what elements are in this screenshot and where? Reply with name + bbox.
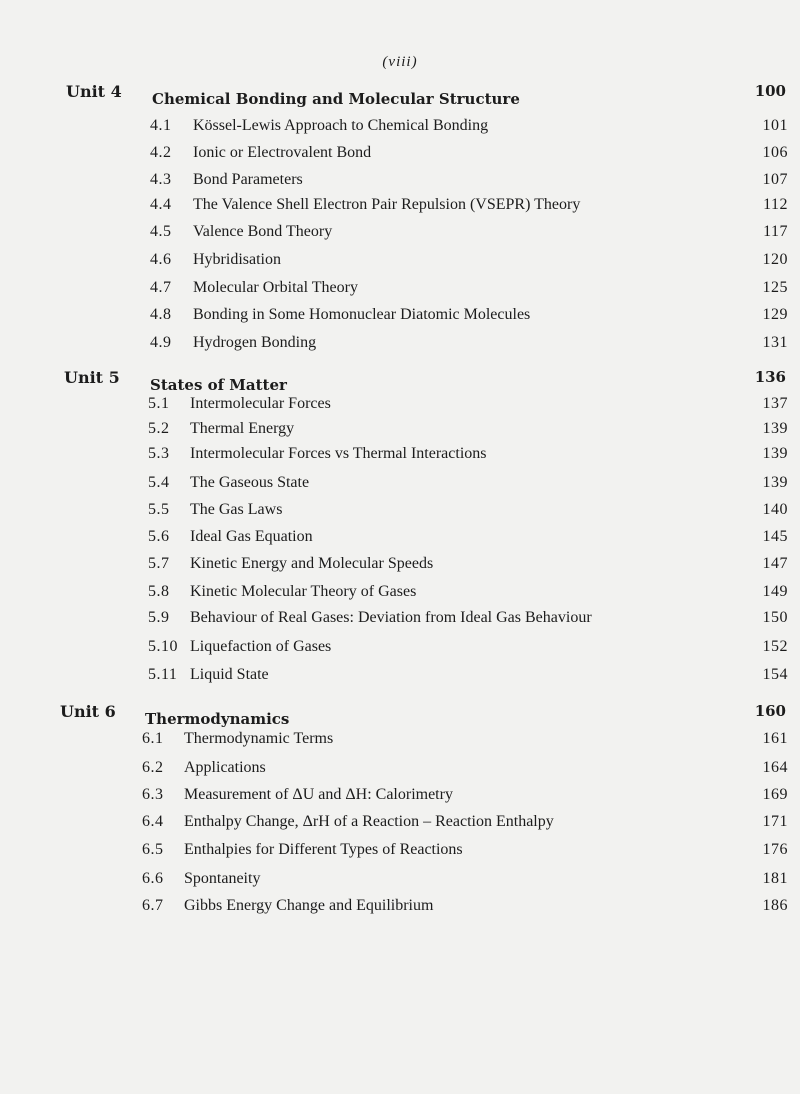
section-number: 5.4 [148,474,170,491]
toc-entry[interactable] [0,420,800,444]
section-number: 6.4 [142,813,164,830]
section-title: The Valence Shell Electron Pair Repulsion (VSEPR) Theory [193,196,581,213]
section-title: Hydrogen Bonding [193,334,317,351]
toc-entry[interactable] [0,638,800,662]
section-number: 5.6 [148,528,170,545]
section-page-number: 161 [762,730,788,747]
section-title: Applications [184,759,266,776]
section-page-number: 149 [762,583,788,600]
section-number: 5.10 [148,638,178,655]
section-page-number: 125 [762,279,788,296]
section-title: Enthalpy Change, ΔrH of a Reaction – Reaction Enthalpy [184,813,554,830]
section-title: Intermolecular Forces vs Thermal Interactions [190,445,487,462]
section-title: Intermolecular Forces [190,395,331,412]
section-number: 4.6 [150,251,172,268]
section-number: 5.2 [148,420,170,437]
toc-entry[interactable] [0,117,800,141]
section-page-number: 139 [762,445,788,462]
section-page-number: 154 [762,666,788,683]
section-page-number: 152 [762,638,788,655]
section-number: 5.7 [148,555,170,572]
toc-entry[interactable] [0,445,800,469]
section-number: 4.4 [150,196,172,213]
section-page-number: 120 [762,251,788,268]
unit-title[interactable]: Chemical Bonding and Molecular Structure [152,90,520,108]
section-page-number: 129 [762,306,788,323]
toc-entry[interactable] [0,196,800,220]
section-title: Behaviour of Real Gases: Deviation from Ideal Gas Behaviour [190,609,592,626]
toc-entry[interactable] [0,334,800,358]
unit-page-number: 100 [754,82,786,100]
section-number: 5.3 [148,445,170,462]
toc-entry[interactable] [0,813,800,837]
section-number: 4.1 [150,117,172,134]
toc-entry[interactable] [0,528,800,552]
toc-entry[interactable] [0,897,800,921]
section-page-number: 150 [762,609,788,626]
toc-entry[interactable] [0,223,800,247]
toc-entry[interactable] [0,786,800,810]
section-title: Bonding in Some Homonuclear Diatomic Molecules [193,306,531,323]
section-page-number: 131 [762,334,788,351]
section-number: 4.5 [150,223,172,240]
section-page-number: 169 [762,786,788,803]
section-page-number: 106 [762,144,788,161]
unit-title[interactable]: Thermodynamics [145,710,290,728]
section-number: 6.7 [142,897,164,914]
section-page-number: 140 [762,501,788,518]
section-number: 6.5 [142,841,164,858]
section-page-number: 137 [762,395,788,412]
section-title: Kinetic Molecular Theory of Gases [190,583,417,600]
section-title: Kössel-Lewis Approach to Chemical Bonding [193,117,489,134]
section-title: The Gaseous State [190,474,310,491]
section-page-number: 164 [762,759,788,776]
toc-entry[interactable] [0,609,800,633]
section-page-number: 117 [763,223,788,240]
toc-entry[interactable] [0,171,800,195]
toc-entry[interactable] [0,583,800,607]
toc-entry[interactable] [0,841,800,865]
section-page-number: 107 [762,171,788,188]
toc-entry[interactable] [0,251,800,275]
section-number: 4.9 [150,334,172,351]
section-number: 5.1 [148,395,170,412]
section-number: 6.2 [142,759,164,776]
section-number: 4.2 [150,144,172,161]
section-page-number: 171 [762,813,788,830]
section-number: 5.9 [148,609,170,626]
toc-entry[interactable] [0,666,800,690]
toc-entry[interactable] [0,555,800,579]
section-page-number: 112 [763,196,788,213]
section-title: Ideal Gas Equation [190,528,313,545]
section-title: Enthalpies for Different Types of Reactions [184,841,463,858]
section-page-number: 176 [762,841,788,858]
section-number: 5.8 [148,583,170,600]
unit-label: Unit 4 [66,82,122,101]
section-title: Bond Parameters [193,171,303,188]
toc-entry[interactable] [0,279,800,303]
section-title: Kinetic Energy and Molecular Speeds [190,555,434,572]
section-title: Liquefaction of Gases [190,638,332,655]
toc-entry[interactable] [0,730,800,754]
toc-entry[interactable] [0,759,800,783]
section-page-number: 186 [762,897,788,914]
page-number: (viii) [382,54,418,70]
section-number: 6.1 [142,730,164,747]
section-title: Thermodynamic Terms [184,730,334,747]
section-number: 6.6 [142,870,164,887]
toc-entry[interactable] [0,144,800,168]
toc-entry[interactable] [0,870,800,894]
section-title: The Gas Laws [190,501,283,518]
section-number: 5.11 [148,666,178,683]
toc-entry[interactable] [0,395,800,419]
unit-label: Unit 6 [60,702,116,721]
section-title: Measurement of ΔU and ΔH: Calorimetry [184,786,453,803]
section-page-number: 139 [762,420,788,437]
section-page-number: 139 [762,474,788,491]
section-title: Thermal Energy [190,420,295,437]
section-number: 6.3 [142,786,164,803]
section-title: Molecular Orbital Theory [193,279,358,296]
section-title: Liquid State [190,666,269,683]
section-title: Gibbs Energy Change and Equilibrium [184,897,434,914]
section-page-number: 181 [762,870,788,887]
section-number: 4.3 [150,171,172,188]
unit-title[interactable]: States of Matter [150,376,287,394]
unit-page-number: 160 [754,702,786,720]
section-title: Hybridisation [193,251,281,268]
unit-label: Unit 5 [64,368,120,387]
section-number: 4.8 [150,306,172,323]
section-number: 5.5 [148,501,170,518]
unit-page-number: 136 [754,368,786,386]
section-page-number: 101 [762,117,788,134]
section-number: 4.7 [150,279,172,296]
section-page-number: 145 [762,528,788,545]
toc-entry[interactable] [0,501,800,525]
section-title: Spontaneity [184,870,261,887]
section-title: Valence Bond Theory [193,223,333,240]
toc-entry[interactable] [0,306,800,330]
section-page-number: 147 [762,555,788,572]
section-title: Ionic or Electrovalent Bond [193,144,372,161]
toc-entry[interactable] [0,474,800,498]
